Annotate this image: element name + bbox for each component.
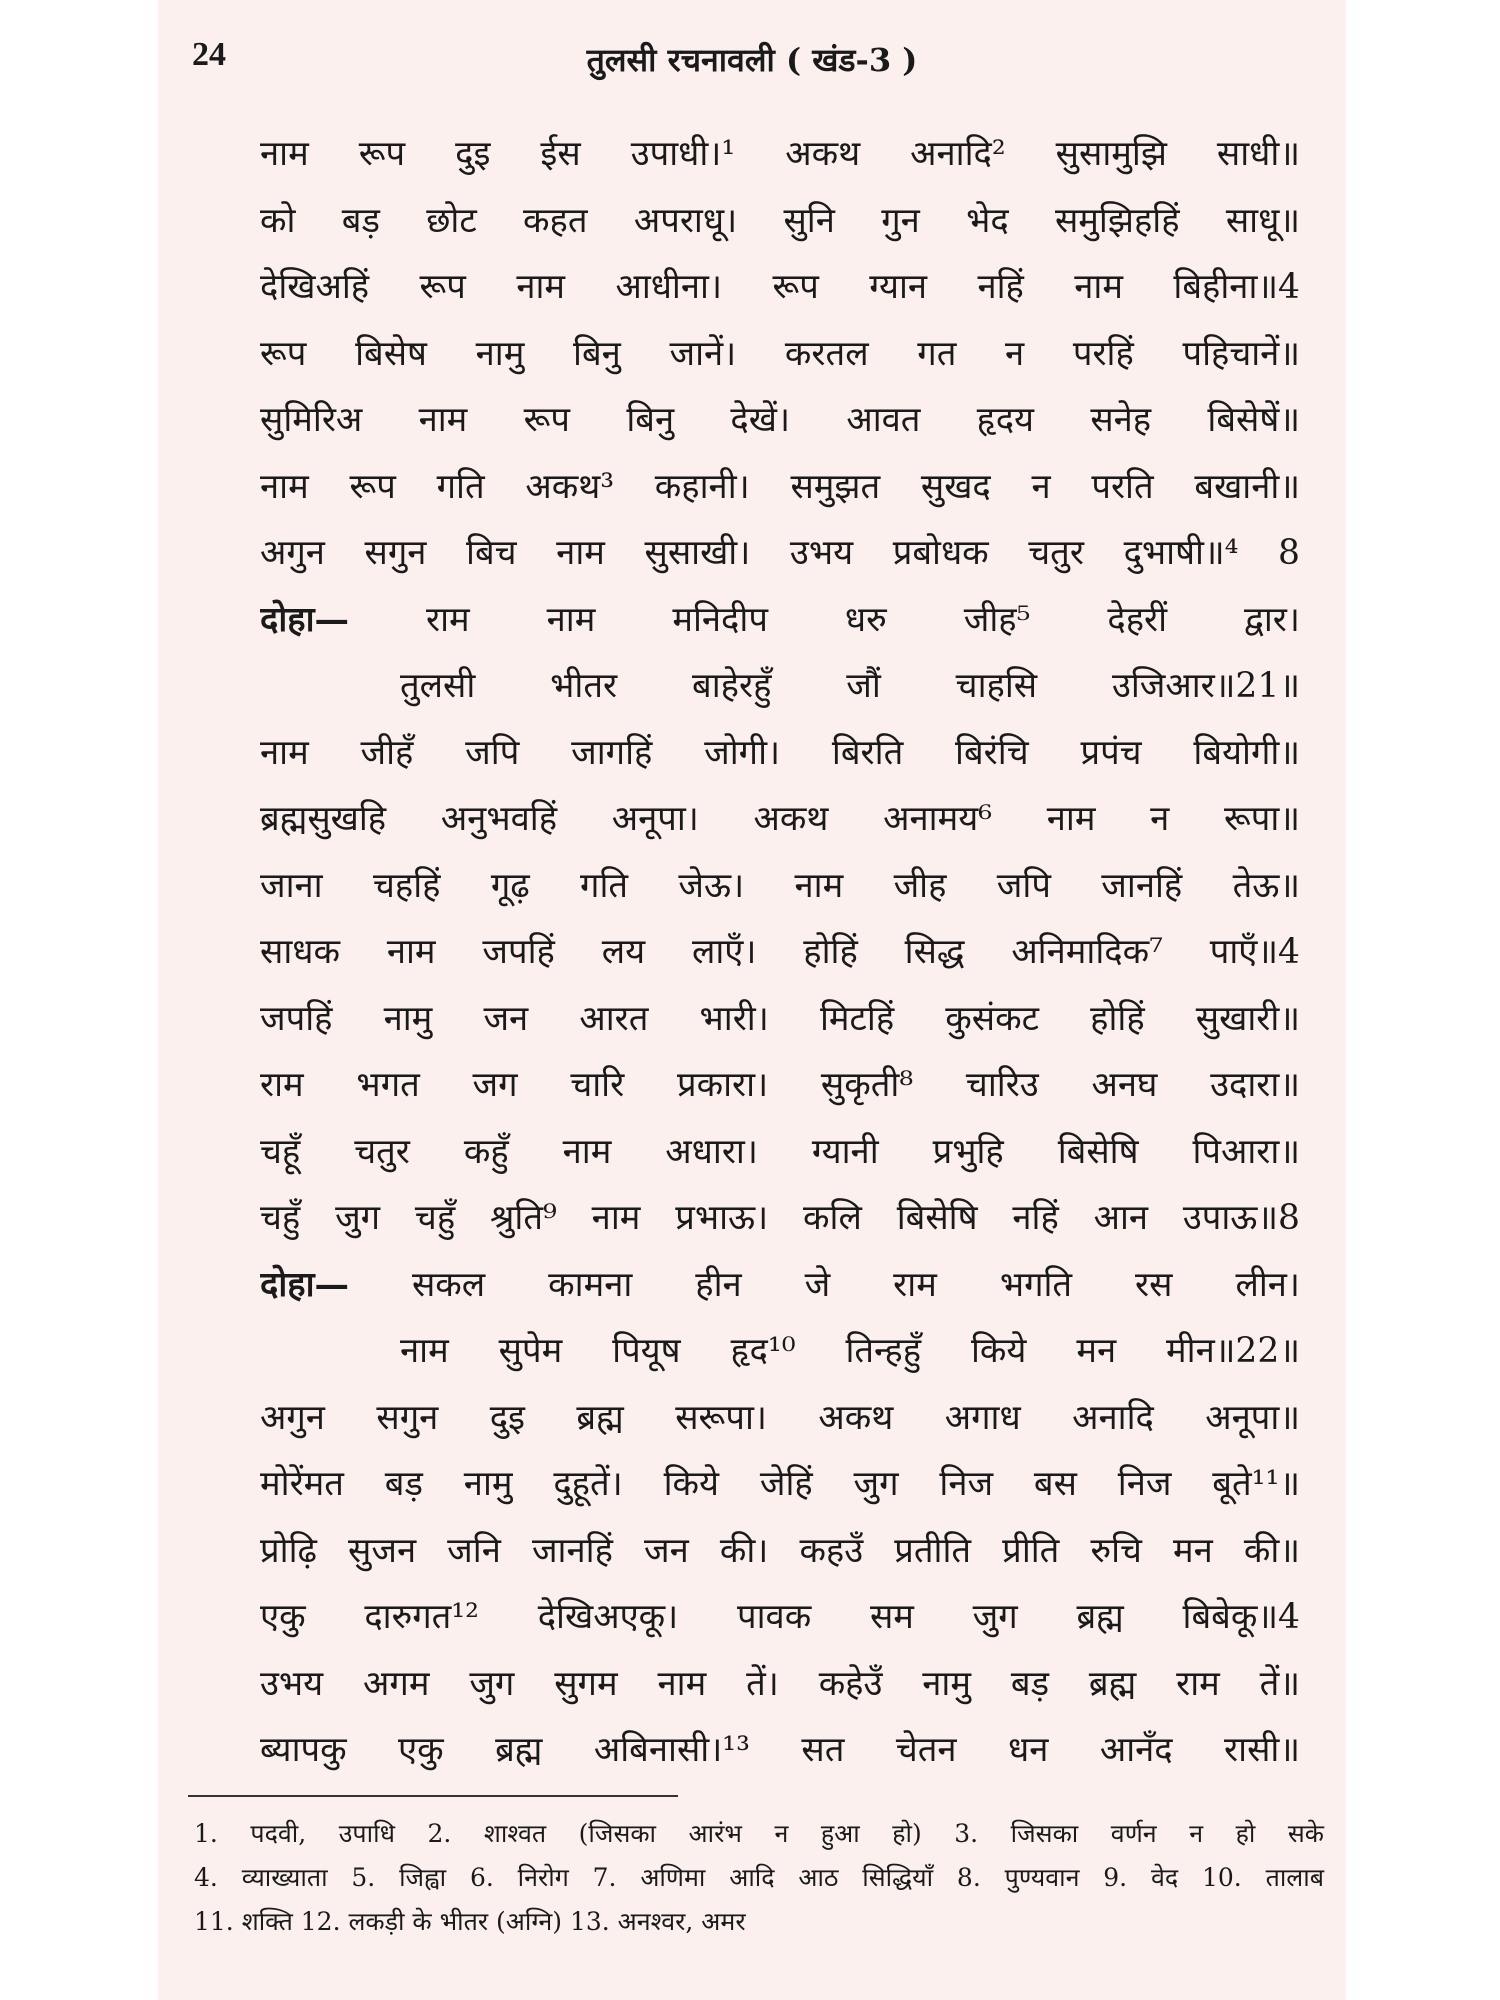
verse-block xyxy=(260,121,1300,1784)
footnote-line: 1. पदवी, उपाधि 2. शाश्वत (जिसका आरंभ न हुआ हो) 3. जिसका वर्णन न हो सके xyxy=(194,1819,1324,1848)
footnotes xyxy=(194,1812,1324,1944)
verse-line: अगुन सगुन दुइ ब्रह्म सरूपा। अकथ अगाध अनादि अनूपा॥ xyxy=(260,1397,1300,1438)
verse-line: जाना चहहिं गूढ़ गति जेऊ। नाम जीह जपि जानहिं तेऊ॥ xyxy=(260,865,1300,906)
verse-line: देखिअहिं रूप नाम आधीना। रूप ग्यान नहिं नाम बिहीना॥4 xyxy=(260,267,1300,307)
doha-second-line: नाम सुपेम पियूष हृद¹⁰ तिन्हहुँ किये मन मीन॥22॥ xyxy=(400,1331,1300,1371)
page-number: 24 xyxy=(192,36,226,73)
verse-line: ब्रह्मसुखहि अनुभवहिं अनूपा। अकथ अनामय⁶ नाम न रूपा॥ xyxy=(260,799,1300,839)
verse-line: राम भगत जग चारि प्रकारा। सुकृती⁸ चारिउ अनघ उदारा॥ xyxy=(260,1065,1300,1105)
verse-line: चहुँ जुग चहुँ श्रुति⁹ नाम प्रभाऊ। कलि बिसेषि नहिं आन उपाऊ॥8 xyxy=(260,1198,1300,1238)
running-title: तुलसी रचनावली ( खंड-3 ) xyxy=(586,41,918,79)
doha-label: दोहा— xyxy=(260,599,350,640)
verse-line: रूप बिसेष नामु बिनु जानें। करतल गत न परहिं पहिचानें॥ xyxy=(260,333,1300,374)
verse-line: सुमिरिअ नाम रूप बिनु देखें। आवत हृदय सनेह बिसेषें॥ xyxy=(260,400,1300,440)
doha-text: राम नाम मनिदीप धरु जीह⁵ देहरीं द्वार। xyxy=(426,599,1300,640)
doha-label: दोहा— xyxy=(260,1264,350,1305)
verse-line: साधक नाम जपहिं लय लाएँ। होहिं सिद्ध अनिमादिक⁷ पाएँ॥4 xyxy=(260,932,1300,972)
verse-line: को बड़ छोट कहत अपराधू। सुनि गुन भेद समुझिहहिं साधू॥ xyxy=(260,200,1300,241)
verse-line: जपहिं नामु जन आरत भारी। मिटहिं कुसंकट होहिं सुखारी॥ xyxy=(260,998,1300,1039)
footnote-line: 4. व्याख्याता 5. जिह्वा 6. निरोग 7. अणिमा आदि आठ सिद्धियाँ 8. पुण्यवान 9. वेद 10. तालाब xyxy=(194,1863,1324,1892)
verse-line: प्रोढ़ि सुजन जनि जानहिं जन की। कहउँ प्रतीति प्रीति रुचि मन की॥ xyxy=(260,1530,1300,1571)
verse-line: ब्यापकु एकु ब्रह्म अबिनासी।¹³ सत चेतन धन आनँद रासी॥ xyxy=(260,1730,1300,1770)
footnote-divider xyxy=(188,1795,678,1797)
verse-line: मोरेंमत बड़ नामु दुहूतें। किये जेहिं जुग निज बस निज बूते¹¹॥ xyxy=(260,1464,1300,1504)
page-header xyxy=(158,30,1346,90)
verse-line: उभय अगम जुग सुगम नाम तें। कहेउँ नामु बड़ ब्रह्म राम तें॥ xyxy=(260,1663,1300,1704)
verse-line: चहूँ चतुर कहुँ नाम अधारा। ग्यानी प्रभुहि बिसेषि पिआरा॥ xyxy=(260,1131,1300,1172)
verse-line: नाम रूप दुइ ईस उपाधी।¹ अकथ अनादि² सुसामुझि साधी॥ xyxy=(260,134,1300,174)
footnote-line: 11. शक्ति 12. लकड़ी के भीतर (अग्नि) 13. अनश्वर, अमर xyxy=(194,1907,746,1936)
verse-line: नाम जीहँ जपि जागहिं जोगी। बिरति बिरंचि प्रपंच बियोगी॥ xyxy=(260,732,1300,773)
doha-text: सकल कामना हीन जे राम भगति रस लीन। xyxy=(411,1264,1300,1305)
book-page xyxy=(158,0,1346,2000)
verse-line: नाम रूप गति अकथ³ कहानी। समुझत सुखद न परति बखानी॥ xyxy=(260,466,1300,507)
doha-line xyxy=(260,587,1300,654)
verse-line: एकु दारुगत¹² देखिअएकू। पावक सम जुग ब्रह्म बिबेकू॥4 xyxy=(260,1597,1300,1637)
doha-second-line: तुलसी भीतर बाहेरहुँ जौं चाहसि उजिआर॥21॥ xyxy=(400,666,1300,706)
verse-line: अगुन सगुन बिच नाम सुसाखी। उभय प्रबोधक चतुर दुभाषी॥⁴ 8 xyxy=(260,533,1300,573)
doha-line xyxy=(260,1252,1300,1319)
